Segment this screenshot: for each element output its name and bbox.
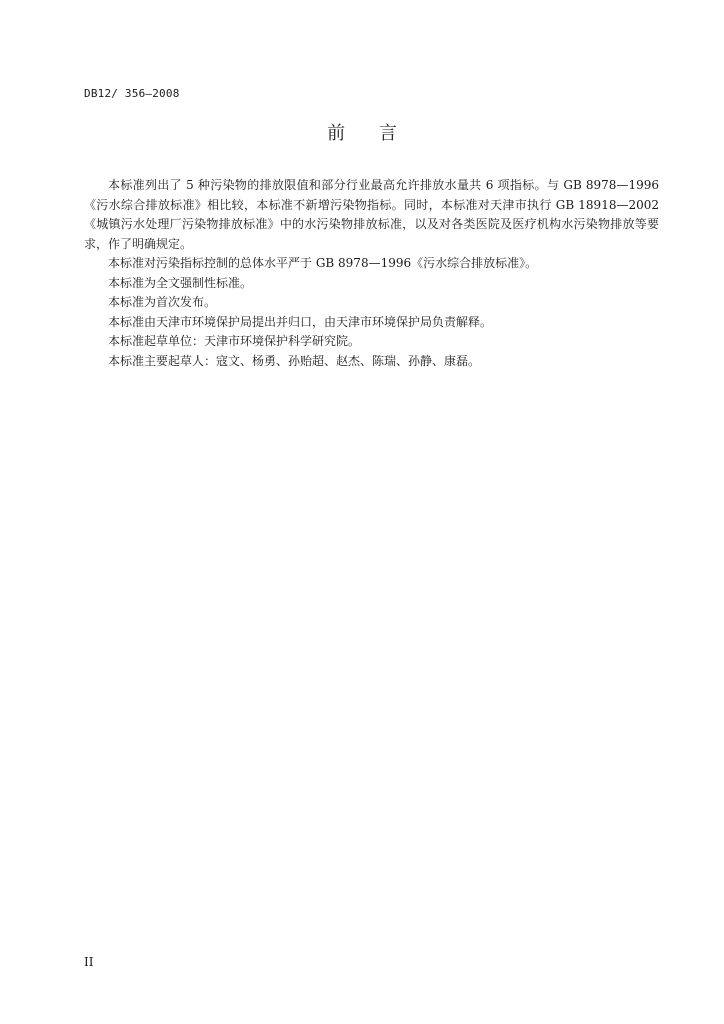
paragraph: 本标准为全文强制性标准。	[108, 275, 253, 290]
paragraph: 本标准主要起草人：寇文、杨勇、孙贻超、赵杰、陈瑞、孙静、康磊。	[108, 353, 481, 368]
paragraph: 本标准列出了 5 种污染物的排放限值和部分行业最高允许排放水量共 6 项指标。与 GB 8978—1996《污水综合排放标准》相比较，本标准不新增污染物指标。同时，本标准对天津市执行 GB 18918—2002《城镇污水处理厂污染物排放标准》中的水污染物排放标准，以及对各类医院及医疗机构水污染物排放等要求，作了明确规定。	[84, 178, 659, 251]
page-title: 前 言	[327, 123, 411, 144]
paragraph: 本标准对污染指标控制的总体水平严于 GB 8978—1996《污水综合排放标准》。	[108, 256, 538, 270]
paragraph: 本标准起草单位：天津市环境保护科学研究院。	[108, 334, 361, 348]
paragraph: 本标准为首次发布。	[108, 295, 217, 309]
page-number: II	[84, 955, 94, 969]
foreword-body	[84, 176, 659, 371]
paragraph: 本标准由天津市环境保护局提出并归口，由天津市环境保护局负责解释。	[108, 314, 493, 329]
document-code: DB12/ 356—2008	[84, 87, 180, 100]
